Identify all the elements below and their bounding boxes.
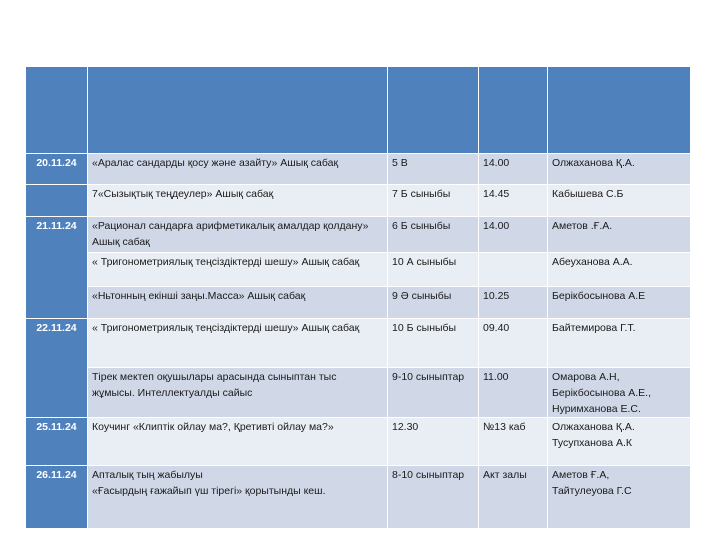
header-teacher [548, 67, 691, 154]
teacher-cell [548, 154, 691, 185]
event-text: «Ньтонның екінші заңы.Масса» Ашық сабақ [92, 290, 306, 302]
teacher-text: Аметов Ғ.А, [552, 469, 610, 481]
class-cell [388, 217, 479, 253]
time-text: №13 каб [483, 421, 526, 433]
class-cell [388, 185, 479, 217]
event-cell [88, 418, 388, 466]
table-row [26, 466, 691, 529]
class-cell [388, 287, 479, 319]
event-cell [88, 253, 388, 287]
event-text: Тірек мектеп оқушылары арасында сыныптан тыс [92, 371, 337, 383]
time-text: 14.00 [483, 157, 510, 169]
time-cell [479, 287, 548, 319]
teacher-text: Олжаханова Қ.А. [552, 421, 635, 433]
teacher-cell [548, 466, 691, 529]
header-row [26, 67, 691, 154]
time-text: 11.00 [483, 371, 509, 383]
date-cell [26, 185, 88, 217]
table-row [26, 287, 691, 319]
date-cell: 22.11.24 [26, 319, 88, 418]
time-cell [479, 319, 548, 368]
event-cell [88, 466, 388, 529]
teacher-cell [548, 368, 691, 418]
class-text: 9-10 сыныптар [392, 371, 465, 383]
event-text: « Тригонометриялық теңсіздіктерді шешу» Ашық сабақ [92, 256, 360, 268]
time-text: Акт залы [483, 469, 527, 481]
table-row [26, 319, 691, 368]
event-cell [88, 185, 388, 217]
time-text: 14.45 [483, 188, 510, 200]
header-time [479, 67, 548, 154]
event-text: Апталық тың жабылуы [92, 469, 203, 481]
class-text: 10 Б сыныбы [392, 322, 457, 334]
class-text: 12.30 [392, 421, 419, 433]
header-date [26, 67, 88, 154]
teacher-text: Аметов .Ғ.А. [552, 220, 613, 232]
teacher-cell [548, 287, 691, 319]
table-row [26, 418, 691, 466]
schedule-table [25, 66, 691, 529]
teacher-text: Байтемирова Г.Т. [552, 322, 636, 334]
class-text: 9 Ә сыныбы [392, 290, 452, 302]
header-class [388, 67, 479, 154]
date-cell: 20.11.24 [26, 154, 88, 185]
time-cell [479, 185, 548, 217]
class-cell [388, 466, 479, 529]
date-cell: 26.11.24 [26, 466, 88, 529]
time-cell [479, 217, 548, 253]
event-text: Ашық сабақ [92, 236, 150, 248]
event-text: жұмысы. Интеллектуалды сайыс [92, 387, 253, 399]
teacher-text: Берікбосынова А.Е [552, 290, 646, 302]
teacher-text: Абеуханова А.А. [552, 256, 633, 268]
event-text: «Рационал сандарға арифметикалық амалдар қолдану» [92, 220, 369, 232]
teacher-cell [548, 253, 691, 287]
date-cell: 21.11.24 [26, 217, 88, 319]
teacher-text: Нуримханова Е.С. [552, 403, 641, 415]
teacher-cell [548, 217, 691, 253]
event-text: Коучинг «Клиптік ойлау ма?, Қретивті ойлау ма?» [92, 421, 334, 433]
event-cell [88, 368, 388, 418]
time-cell [479, 368, 548, 418]
teacher-text: Берікбосынова А.Е., [552, 387, 651, 399]
class-cell [388, 368, 479, 418]
class-text: 6 Б сыныбы [392, 220, 451, 232]
class-cell [388, 418, 479, 466]
event-text: 7«Сызықтық теңдеулер» Ашық сабақ [92, 188, 274, 200]
event-cell [88, 319, 388, 368]
class-text: 7 Б сыныбы [392, 188, 451, 200]
time-cell [479, 253, 548, 287]
teacher-text: Тусупханова А.К [552, 437, 633, 449]
event-cell [88, 287, 388, 319]
header-event [88, 67, 388, 154]
table-row [26, 253, 691, 287]
class-text: 5 В [392, 157, 408, 169]
time-text: 10.25 [483, 290, 510, 302]
teacher-cell [548, 185, 691, 217]
event-cell [88, 154, 388, 185]
time-cell [479, 418, 548, 466]
table-row [26, 154, 691, 185]
teacher-text: Олжаханова Қ.А. [552, 157, 635, 169]
class-text: 8-10 сыныптар [392, 469, 465, 481]
class-cell [388, 154, 479, 185]
time-text: 09.40 [483, 322, 510, 334]
teacher-text: Омарова А.Н, [552, 371, 620, 383]
class-cell [388, 253, 479, 287]
event-text: « Тригонометриялық теңсіздіктерді шешу» Ашық сабақ [92, 322, 360, 334]
table-row [26, 185, 691, 217]
class-text: 10 А сыныбы [392, 256, 457, 268]
event-cell [88, 217, 388, 253]
time-cell [479, 466, 548, 529]
teacher-cell [548, 319, 691, 368]
time-cell [479, 154, 548, 185]
time-text: 14.00 [483, 220, 510, 232]
event-text: «Ғасырдың ғажайып үш тірегі» қорытынды кеш. [92, 485, 326, 497]
teacher-text: Кабышева С.Б [552, 188, 624, 200]
class-cell [388, 319, 479, 368]
table-row [26, 217, 691, 253]
table-row [26, 368, 691, 418]
teacher-cell [548, 418, 691, 466]
date-cell: 25.11.24 [26, 418, 88, 466]
teacher-text: Тайтулеуова Г.С [552, 485, 632, 497]
event-text: «Аралас сандарды қосу және азайту» Ашық сабақ [92, 157, 339, 169]
